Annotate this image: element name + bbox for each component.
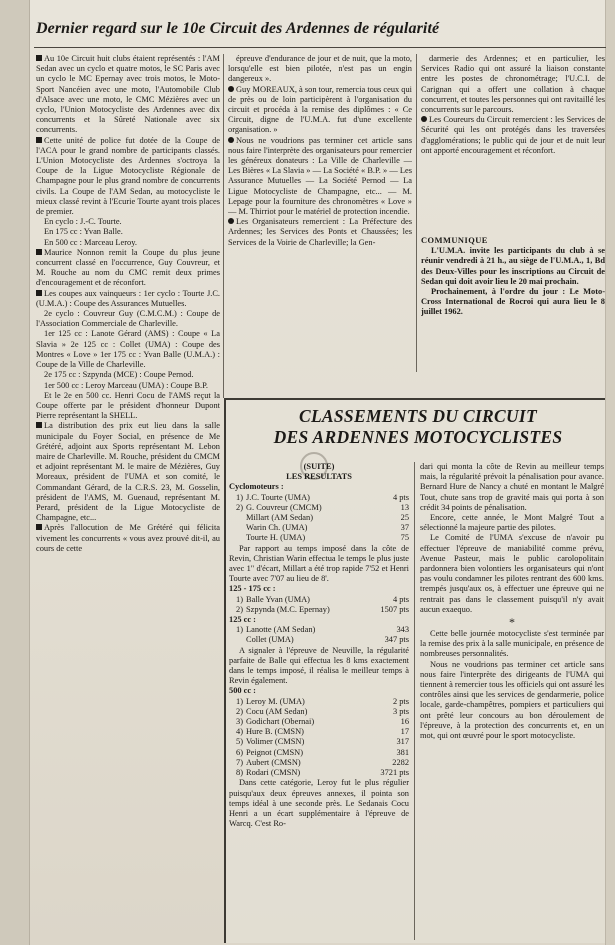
result-rank bbox=[229, 533, 243, 543]
paragraph-text: 2e cyclo : Couvreur Guy (C.M.C.M.) : Coupe de l'Association Commerciale de Charleville. bbox=[36, 309, 220, 329]
classement-paragraph-4: Cette belle journée motocycliste s'est terminée par la remise des prix à la salle municipale, en présence de nombreuses personnalités. bbox=[420, 629, 604, 659]
result-points: 4 pts bbox=[392, 594, 409, 604]
result-points: 37 bbox=[400, 523, 409, 533]
right-page-margin bbox=[605, 0, 615, 945]
result-name: Peignot (CMSN) bbox=[246, 747, 304, 757]
square-bullet-icon bbox=[36, 137, 42, 143]
article-paragraph bbox=[36, 523, 220, 554]
paragraph-text: Après l'allocution de Me Grétéré qui félicita vivement les concurrents « vous avez prouvé dit-il, au cours de cette bbox=[36, 523, 220, 553]
round-bullet-icon bbox=[228, 137, 234, 143]
communique-paragraph-1: L'U.M.A. invite les participants du club à se réunir vendredi à 21 h., au siège de l'U.M.A., 1, Bd des Deux-Villes pour les inscriptions au Circuit de Sedan qui doit avoir lieu le 20 mai prochain. bbox=[421, 246, 605, 286]
result-row bbox=[229, 523, 409, 533]
result-rank: 4) bbox=[236, 727, 243, 737]
result-rank: 5) bbox=[236, 737, 243, 747]
result-row bbox=[229, 493, 409, 503]
result-row bbox=[229, 768, 409, 778]
c125-results-list bbox=[229, 625, 409, 645]
result-rank: 3) bbox=[236, 717, 243, 727]
paragraph-text: darmerie des Ardennes; et en particulier, les Services Radio qui ont assuré la liaison constante entre les postes de chronométrage; l'U.C.I. de Carignan qui a offert une collation à chaque concurrent, et toutes les personnes qui ont ravitaillé les concurrents sur le parcours. bbox=[421, 54, 605, 115]
result-points: 347 pts bbox=[384, 635, 409, 645]
c500-commentary: Dans cette catégorie, Leroy fut le plus régulier puisqu'aux deux épreuves annexes, il pointa son temps idéal à une seconde près. Le Sedanais Cocu Henri a un écart supplémentaire à l'épreuve de Warcq. C'est Ro- bbox=[229, 778, 409, 829]
result-name: Volimer (CMSN) bbox=[246, 737, 305, 747]
c125-commentary: A signaler à l'épreuve de Neuville, la régularité parfaite de Balle qui effectua les 8 kms exactement dans le temps imposé, il réalisa le meilleur temps à Revin également. bbox=[229, 645, 409, 686]
result-name: Warin Ch. (UMA) bbox=[246, 523, 308, 533]
result-points: 2 pts bbox=[392, 696, 409, 706]
cyclo-results-list bbox=[229, 493, 409, 544]
paragraph-text: Les coupes aux vainqueurs : 1er cyclo : Tourte J.C. (U.M.A.) : Coupe des Assurances Mutuelles. bbox=[36, 288, 220, 308]
result-name: Hure B. (CMSN) bbox=[246, 727, 304, 737]
result-name: Godichart (Obernai) bbox=[246, 717, 315, 727]
result-name: Szpynda (M.C. Epernay) bbox=[246, 604, 330, 614]
article-paragraph bbox=[36, 227, 220, 237]
paragraph-text: 2e 175 cc : Szpynda (MCE) : Coupe Pernod. bbox=[44, 370, 194, 380]
result-row bbox=[229, 513, 409, 523]
result-points: 2282 bbox=[392, 757, 409, 767]
classement-title-line-2: DES ARDENNES MOTOCYCLISTES bbox=[273, 427, 563, 447]
results-heading: LES RESULTATS bbox=[286, 472, 352, 482]
left-page-margin bbox=[0, 0, 30, 945]
result-name: Cocu (AM Sedan) bbox=[246, 706, 308, 716]
square-bullet-icon bbox=[36, 249, 42, 255]
paragraph-text: En 175 cc : Yvan Balle. bbox=[44, 227, 123, 237]
paragraph-text: La distribution des prix eut lieu dans la salle municipale du Foyer Social, en présence de Me Grétéré, adjoint aux Sports représentant M. Lebon maire de Charleville. M. Rouche, président du CMCM et adjoint représentant M. le maire de Mézières, Guy Moreaux, président de l'UMA et son comité, le Commandant Gérard, de la C.R.S. 23, M. Gosselin, président de l'AMS, M. Guenaud, représentant M. Perard, président de la Ligue Motocycliste de Champagne, etc... bbox=[36, 421, 220, 523]
paragraph-text: Les Coureurs du Circuit remercient : les Services de Sécurité qui les ont protégés dans les traversées d'agglomérations; le public qui de jour et de nuit leur ont apporté encouragement et réconfort. bbox=[421, 115, 605, 155]
result-rank: 2) bbox=[236, 502, 243, 512]
article-paragraph bbox=[36, 136, 220, 218]
paragraph-text: 1er 125 cc : Lanote Gérard (AMS) : Coupe « La Slavia » 2e 125 cc : Collet (UMA) : Coupe des Montres « Love » 1er 175 cc : Yvan Balle (U.M.A.) : Coupe de la Ville de Charleville. bbox=[36, 329, 220, 370]
result-name: Leroy M. (UMA) bbox=[246, 696, 305, 706]
result-points: 343 bbox=[396, 625, 409, 635]
communique-title: COMMUNIQUE bbox=[421, 236, 488, 245]
result-row bbox=[229, 737, 409, 747]
result-row bbox=[229, 503, 409, 513]
result-points: 17 bbox=[400, 727, 409, 737]
column-rule-2 bbox=[416, 54, 417, 372]
result-rank: 1) bbox=[236, 625, 243, 635]
c175-results-list bbox=[229, 595, 409, 615]
result-name: G. Couvreur (CMCM) bbox=[246, 502, 322, 512]
round-bullet-icon bbox=[228, 86, 234, 92]
paragraph-text: Et le 2e en 500 cc. Henri Cocu de l'AMS reçut la Coupe offerte par le président d'honneur Dupont Pierre représentant la SHELL. bbox=[36, 390, 220, 421]
headline-rule bbox=[34, 47, 606, 48]
c500-results-list bbox=[229, 697, 409, 779]
result-rank bbox=[229, 635, 243, 645]
result-row bbox=[229, 707, 409, 717]
result-row bbox=[229, 533, 409, 543]
result-row bbox=[229, 605, 409, 615]
article-paragraph bbox=[36, 329, 220, 370]
article-paragraph bbox=[36, 309, 220, 329]
communique-paragraph-2: Prochainement, à l'ordre du jour : Le Moto-Cross International de Rocroi qui aura lieu le 8 juillet 1962. bbox=[421, 287, 605, 317]
result-row bbox=[229, 635, 409, 645]
result-row bbox=[229, 748, 409, 758]
classement-title bbox=[248, 406, 588, 450]
result-rank: 2) bbox=[236, 706, 243, 716]
classement-paragraph-3: Le Comité de l'UMA s'excuse de n'avoir pu effectuer l'épreuve de maniabilité comme prévu, Avenue Pasteur, mais le public carolopolitain pardonnera bien volontiers les organisateurs qui n'ont pas voulu condamner les pilotes rentrant des 600 kms. trempés jusqu'aux os, à effectuer une épreuve qui ne rentrait pas dans le classement puisqu'il n'y avait aucun exaequo. bbox=[420, 533, 604, 614]
c125-category-heading: 125 cc : bbox=[229, 615, 256, 625]
classement-paragraph-1: dari qui monta la côte de Revin au meilleur temps mais, la régularité prévoit la pénalisation pour avance. Bernard Hure de Nancy a chuté en montant le Malgré Tout, chute sans trop de gravité mais qui porta à son crédit 34 points de pénalisation. bbox=[420, 462, 604, 512]
square-bullet-icon bbox=[36, 290, 42, 296]
classement-paragraph-5: Nous ne voudrions pas terminer cet article sans nous faire l'interprète des dirigeants de l'UMA qui tiennent à remercier tous les officiels qui ont assuré les contrôles ainsi que les services de gendarmerie, police locale, garde-champêtres, pompiers et particuliers qui ont prêté leur concours au bon déroulement de l'épreuve, à la protection des concurrents et, en un mot, qui ont œuvré pour le sport motocycliste. bbox=[420, 659, 604, 741]
paragraph-text: En 500 cc : Marceau Leroy. bbox=[44, 237, 137, 247]
result-points: 3721 pts bbox=[380, 768, 409, 778]
column-rule-3 bbox=[414, 462, 415, 940]
result-row bbox=[229, 717, 409, 727]
round-bullet-icon bbox=[421, 116, 427, 122]
result-name: Collet (UMA) bbox=[246, 635, 294, 645]
result-name: Tourte H. (UMA) bbox=[246, 533, 306, 543]
result-name: Aubert (CMSN) bbox=[246, 757, 301, 767]
article-paragraph bbox=[36, 391, 220, 422]
result-rank: 7) bbox=[236, 757, 243, 767]
paragraph-text: Nous ne voudrions pas terminer cet article sans nous faire l'interprète des organisateurs pour remercier les généreux donateurs : La Ville de Charleville — Les Bières « La Slavia » — La Société « B.P. » — Les Assurance Mutuelles — La Société Pernod — La Ligue Motocycliste de Champagne, etc... — M. Lepage pour la fourniture des chronomètres « Love » — M. Thirriot pour le matériel de protection incendie. bbox=[228, 135, 412, 217]
round-bullet-icon bbox=[228, 218, 234, 224]
article-headline: Dernier regard sur le 10e Circuit des Ardennes de régularité bbox=[36, 20, 440, 37]
column-rule-1 bbox=[223, 54, 224, 398]
result-points: 3 pts bbox=[392, 706, 409, 716]
result-row bbox=[229, 625, 409, 635]
article-paragraph bbox=[36, 370, 220, 380]
article-paragraph bbox=[36, 217, 220, 227]
article-paragraph bbox=[228, 217, 412, 248]
paragraph-text: Guy MOREAUX, à son tour, remercia tous ceux qui de près ou de loin participèrent à l'organisation du circuit et procéda à la remise des diplômes : « Ce Circuit, digne de l'U.M.A. fut d'une excellente organisation. » bbox=[228, 84, 412, 135]
result-points: 25 bbox=[400, 513, 409, 523]
paragraph-text: Les Organisateurs remercient : La Préfecture des Ardennes; les Services des Ponts et Chaussées; les Services de la Voirie de Charleville; la Gen- bbox=[228, 217, 412, 247]
result-name: J.C. Tourte (UMA) bbox=[246, 492, 310, 502]
article-paragraph bbox=[228, 54, 412, 85]
article-column-1 bbox=[36, 54, 220, 942]
result-points: 381 bbox=[396, 747, 409, 757]
result-points: 4 pts bbox=[392, 492, 409, 502]
article-paragraph bbox=[36, 381, 220, 391]
paragraph-text: Cette unité de police fut dotée de la Coupe de l'ACA pour le grand nombre de participants classés. L'Union Motocycliste des Ardennes s'octroya la Coupe de la Ligue Motocycliste Régionale de Champagne pour le plus grand nombre de concurrents civils. La Coupe de l'AM Sedan, au motocycliste le mieux classé revint à l'Ecurie Tourte ayant trois places de premier. bbox=[36, 135, 220, 217]
classement-title-line-1: CLASSEMENTS DU CIRCUIT bbox=[298, 406, 538, 426]
result-rank bbox=[229, 523, 243, 533]
c500-category-heading: 500 cc : bbox=[229, 686, 256, 696]
result-points: 13 bbox=[400, 502, 409, 512]
result-row bbox=[229, 595, 409, 605]
result-name: Balle Yvan (UMA) bbox=[246, 594, 310, 604]
result-rank: 6) bbox=[236, 747, 243, 757]
results-column bbox=[229, 462, 409, 940]
result-name: Rodari (CMSN) bbox=[246, 768, 301, 778]
article-paragraph bbox=[36, 54, 220, 136]
result-rank: 8) bbox=[236, 768, 243, 778]
result-row bbox=[229, 727, 409, 737]
cyclo-commentary: Par rapport au temps imposé dans la côte de Revin, Christian Warin effectua le temps le plus juste avec 1" d'écart, Millart a été trop rapide 7'52 et Henri Tourte avec 7'07 au lieu de 8'. bbox=[229, 543, 409, 584]
result-row bbox=[229, 697, 409, 707]
cyclo-category-heading: Cyclomoteurs : bbox=[229, 482, 284, 492]
square-bullet-icon bbox=[36, 55, 42, 61]
result-points: 317 bbox=[396, 737, 409, 747]
classement-right-column bbox=[420, 462, 604, 940]
article-paragraph bbox=[421, 115, 605, 156]
result-points: 1507 pts bbox=[380, 604, 409, 614]
article-paragraph bbox=[228, 85, 412, 136]
article-column-2 bbox=[228, 54, 412, 394]
result-rank: 1) bbox=[236, 594, 243, 604]
article-paragraph bbox=[421, 54, 605, 115]
square-bullet-icon bbox=[36, 422, 42, 428]
article-column-3 bbox=[421, 54, 605, 234]
result-row bbox=[229, 758, 409, 768]
paragraph-text: En cyclo : J.-C. Tourte. bbox=[44, 217, 122, 227]
paragraph-text: Au 10e Circuit huit clubs étaient représentés : l'AM Sedan avec un cyclo et quatre motos, le SC Paris avec un cyclo le MC Epernay avec trois motos, le Moto-Sport Nancéien avec une moto, l'Automobile Club d'Alsace avec une moto, le CMC Mézières avec un cyclo, l'Union Motocycliste des Ardennes avec dix concurrents et la Sûreté Nationale avec six concurrents. bbox=[36, 54, 220, 135]
result-rank: 1) bbox=[236, 696, 243, 706]
suite-label: (SUITE) bbox=[303, 462, 335, 471]
article-paragraph bbox=[228, 136, 412, 218]
result-rank: 1) bbox=[236, 492, 243, 502]
result-rank: 2) bbox=[236, 604, 243, 614]
result-points: 16 bbox=[400, 717, 409, 727]
classement-paragraph-2: Encore, cette année, le Mont Malgré Tout a sélectionné la majeure partie des pilotes. bbox=[420, 513, 604, 533]
result-points: 75 bbox=[400, 533, 409, 543]
result-name: Lanotte (AM Sedan) bbox=[246, 625, 316, 635]
paragraph-text: 1er 500 cc : Leroy Marceau (UMA) : Coupe B.P. bbox=[44, 380, 208, 390]
article-paragraph bbox=[36, 289, 220, 309]
c175-category-heading: 125 - 175 cc : bbox=[229, 584, 276, 594]
section-star: * bbox=[509, 615, 515, 630]
paragraph-text: épreuve d'endurance de jour et de nuit, que la moto, lorsqu'elle est bien pilotée, n'est pas un engin dangereux ». bbox=[228, 54, 412, 84]
article-paragraph bbox=[36, 248, 220, 289]
article-paragraph bbox=[36, 421, 220, 523]
article-paragraph bbox=[36, 238, 220, 248]
paragraph-text: Maurice Nonnon remit la Coupe du plus jeune concurrent classé en l'occurrence, Guy Couvreur, et M. Rouche au nom du CMC remit deux primes d'encouragement et de réconfort. bbox=[36, 247, 220, 288]
communique-block bbox=[421, 236, 605, 376]
result-rank bbox=[229, 513, 243, 523]
result-name: Millart (AM Sedan) bbox=[246, 513, 313, 523]
square-bullet-icon bbox=[36, 524, 42, 530]
